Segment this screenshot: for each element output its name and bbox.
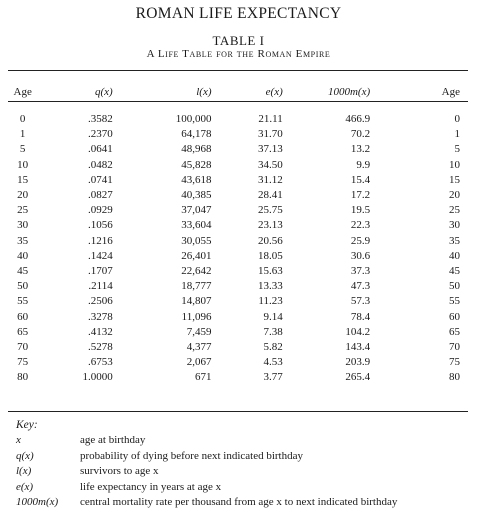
table-row xyxy=(8,158,468,173)
key-symbol: x xyxy=(16,434,21,446)
cell-age-right: 80 xyxy=(449,371,460,384)
column-header-ex: e(x) xyxy=(265,86,283,98)
cell-age: 5 xyxy=(19,143,26,156)
cell-ex: 15.63 xyxy=(258,265,283,278)
cell-ex: 21.11 xyxy=(258,113,283,125)
cell-lx: 11,096 xyxy=(181,310,212,323)
cell-ex: 28.41 xyxy=(258,189,283,202)
table-row xyxy=(8,127,468,142)
table-body xyxy=(8,112,468,386)
running-head: ROMAN LIFE EXPECTANCY xyxy=(135,5,342,22)
cell-age: 15 xyxy=(17,173,29,186)
cell-age-right: 50 xyxy=(449,280,460,293)
cell-lx: 100,000 xyxy=(175,113,212,125)
cell-qx: .4132 xyxy=(87,325,113,338)
cell-age: 65 xyxy=(17,325,29,338)
cell-age: 70 xyxy=(17,341,29,354)
cell-age: 1 xyxy=(19,128,26,141)
column-header-mx: 1000m(x) xyxy=(327,86,371,98)
cell-qx: .3278 xyxy=(87,310,113,323)
cell-age: 45 xyxy=(17,265,29,278)
cell-ex: 9.14 xyxy=(263,310,283,323)
cell-age-right: 65 xyxy=(449,325,460,338)
cell-lx: 37,047 xyxy=(181,204,212,217)
table-row xyxy=(8,218,468,233)
life-table xyxy=(8,76,468,386)
table-row xyxy=(8,325,468,340)
cell-mx: 47.3 xyxy=(350,280,371,293)
cell-lx: 7,459 xyxy=(186,325,212,338)
key-title: Key: xyxy=(16,419,38,431)
table-row xyxy=(8,173,468,188)
key-symbol: e(x) xyxy=(16,480,34,493)
cell-age: 20 xyxy=(17,189,29,202)
cell-age-right: 55 xyxy=(449,295,460,308)
column-header-age-right: Age xyxy=(441,86,460,98)
key-item xyxy=(16,495,471,511)
cell-qx: .2370 xyxy=(87,128,113,141)
cell-age: 35 xyxy=(17,234,29,247)
cell-age: 80 xyxy=(17,371,29,384)
key-definition: age at birthday xyxy=(80,434,146,446)
cell-age: 40 xyxy=(17,249,29,262)
cell-age: 50 xyxy=(17,280,29,293)
cell-qx: .6753 xyxy=(87,356,113,369)
cell-age-right: 5 xyxy=(454,143,460,156)
table-row xyxy=(8,142,468,157)
cell-qx: .0741 xyxy=(87,173,113,186)
table-row xyxy=(8,279,468,294)
cell-mx: 17.2 xyxy=(350,189,371,202)
cell-mx: 78.4 xyxy=(350,310,371,323)
cell-lx: 30,055 xyxy=(181,234,212,247)
cell-age-right: 60 xyxy=(449,310,460,323)
cell-lx: 18,777 xyxy=(181,280,212,293)
cell-ex: 31.12 xyxy=(258,173,283,186)
cell-ex: 18.05 xyxy=(258,249,283,262)
cell-lx: 4,377 xyxy=(186,341,212,354)
cell-mx: 22.3 xyxy=(350,219,371,232)
cell-qx: .1424 xyxy=(87,249,113,262)
cell-qx: .5278 xyxy=(87,341,113,354)
cell-qx: 1.0000 xyxy=(82,371,113,384)
table-row xyxy=(8,188,468,203)
cell-qx: .0641 xyxy=(87,143,113,156)
key-definition: central mortality rate per thousand from age x to next indicated birthday xyxy=(80,496,398,508)
cell-mx: 9.9 xyxy=(356,158,371,171)
table-row xyxy=(8,370,468,385)
table-number: TABLE I xyxy=(212,33,265,48)
column-header-lx: l(x) xyxy=(196,86,212,98)
table-header-row xyxy=(8,76,468,102)
cell-ex: 25.75 xyxy=(258,204,283,217)
cell-lx: 671 xyxy=(194,371,212,384)
cell-age-right: 45 xyxy=(449,265,460,278)
cell-age-right: 10 xyxy=(449,158,460,171)
cell-age: 0 xyxy=(19,113,26,125)
cell-lx: 40,385 xyxy=(181,189,212,202)
cell-age: 60 xyxy=(17,310,29,323)
cell-age: 10 xyxy=(17,158,29,171)
cell-ex: 4.53 xyxy=(263,356,283,369)
cell-lx: 45,828 xyxy=(181,158,212,171)
cell-qx: .1056 xyxy=(87,219,113,232)
cell-lx: 43,618 xyxy=(181,173,212,186)
cell-mx: 25.9 xyxy=(350,234,371,247)
cell-lx: 2,067 xyxy=(186,356,212,369)
table-row xyxy=(8,340,468,355)
cell-ex: 34.50 xyxy=(258,158,283,171)
cell-qx: .2114 xyxy=(88,280,113,293)
table-row xyxy=(8,112,468,127)
cell-ex: 13.33 xyxy=(258,280,283,293)
cell-lx: 22,642 xyxy=(181,265,212,278)
table-caption: A Life Table for the Roman Empire xyxy=(146,48,331,60)
cell-mx: 203.9 xyxy=(345,356,371,369)
cell-age: 75 xyxy=(17,356,29,369)
key-definition: life expectancy in years at age x xyxy=(80,480,222,493)
cell-qx: .1707 xyxy=(87,265,113,278)
column-header-qx: q(x) xyxy=(94,86,113,98)
cell-mx: 30.6 xyxy=(350,249,371,262)
table-row xyxy=(8,294,468,309)
table-row xyxy=(8,249,468,264)
cell-qx: .0929 xyxy=(87,204,113,217)
cell-lx: 26,401 xyxy=(181,249,212,262)
table-row xyxy=(8,355,468,370)
cell-mx: 104.2 xyxy=(345,325,371,338)
cell-ex: 31.70 xyxy=(258,128,283,141)
key-symbol: l(x) xyxy=(16,465,32,477)
table-row xyxy=(8,264,468,279)
cell-mx: 19.5 xyxy=(350,204,371,217)
key-item xyxy=(16,464,471,480)
cell-age: 25 xyxy=(17,204,29,217)
cell-age-right: 30 xyxy=(449,219,460,232)
cell-lx: 64,178 xyxy=(181,128,212,141)
key-definition: survivors to age x xyxy=(80,465,159,477)
table-row xyxy=(8,234,468,249)
cell-lx: 14,807 xyxy=(181,295,212,308)
cell-age-right: 40 xyxy=(449,249,460,262)
cell-qx: .0827 xyxy=(87,189,113,202)
top-rule xyxy=(8,70,468,71)
key-legend xyxy=(16,415,471,511)
cell-ex: 7.38 xyxy=(263,325,283,338)
cell-ex: 11.23 xyxy=(258,295,283,308)
cell-qx: .2506 xyxy=(87,295,113,308)
cell-age-right: 1 xyxy=(454,128,460,141)
cell-mx: 70.2 xyxy=(350,128,371,141)
cell-mx: 57.3 xyxy=(350,295,371,308)
key-definition: probability of dying before next indicated birthday xyxy=(80,449,303,462)
column-header-age: Age xyxy=(13,86,32,98)
cell-lx: 48,968 xyxy=(181,143,212,156)
cell-ex: 3.77 xyxy=(263,371,283,384)
cell-mx: 466.9 xyxy=(345,113,371,125)
cell-qx: .0482 xyxy=(87,158,113,171)
cell-ex: 37.13 xyxy=(258,143,283,156)
key-item xyxy=(16,480,471,496)
table-row xyxy=(8,203,468,218)
cell-age-right: 0 xyxy=(454,113,460,125)
cell-age: 55 xyxy=(17,295,29,308)
cell-mx: 13.2 xyxy=(350,143,371,156)
cell-age: 30 xyxy=(17,219,29,232)
cell-ex: 23.13 xyxy=(258,219,283,232)
table-row xyxy=(8,310,468,325)
cell-age-right: 70 xyxy=(449,341,460,354)
cell-mx: 143.4 xyxy=(345,341,371,354)
key-symbol: q(x) xyxy=(16,449,34,462)
cell-mx: 265.4 xyxy=(345,371,371,384)
cell-ex: 20.56 xyxy=(258,234,283,247)
cell-age-right: 15 xyxy=(449,173,460,186)
cell-mx: 37.3 xyxy=(350,265,371,278)
cell-age-right: 75 xyxy=(449,356,460,369)
cell-age-right: 35 xyxy=(449,234,460,247)
key-item xyxy=(16,449,471,465)
cell-mx: 15.4 xyxy=(350,173,371,186)
bottom-rule xyxy=(8,411,468,412)
key-items xyxy=(16,433,471,511)
cell-age-right: 25 xyxy=(449,204,460,217)
cell-ex: 5.82 xyxy=(263,341,283,354)
cell-qx: .1216 xyxy=(87,234,113,247)
cell-age-right: 20 xyxy=(449,189,460,202)
key-symbol: 1000m(x) xyxy=(16,496,59,508)
cell-qx: .3582 xyxy=(87,113,113,125)
key-item xyxy=(16,433,471,449)
cell-lx: 33,604 xyxy=(181,219,212,232)
